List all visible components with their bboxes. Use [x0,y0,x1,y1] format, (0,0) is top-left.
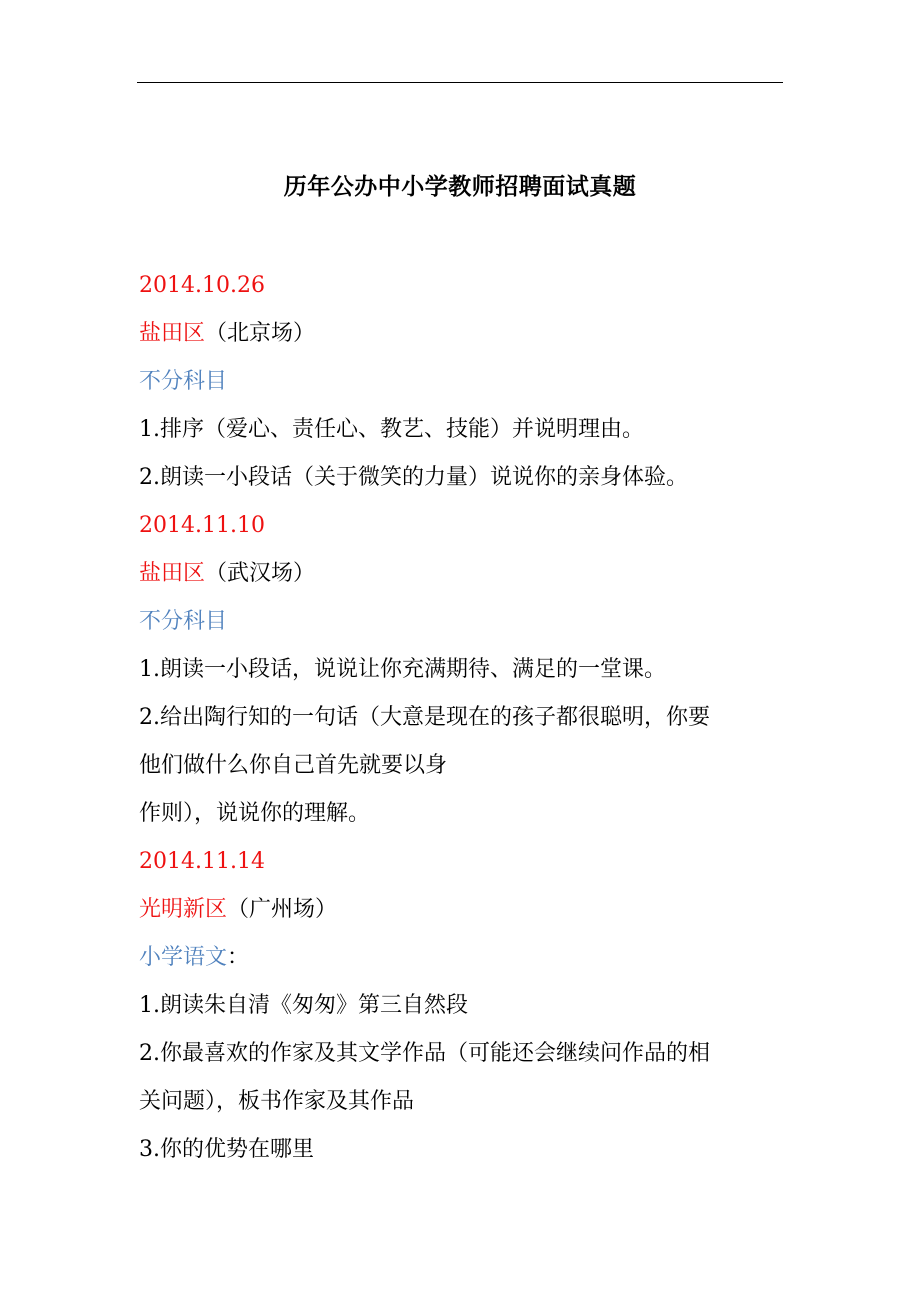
question-line: 2.给出陶行知的一句话（大意是现在的孩子都很聪明，你要 [139,705,710,730]
question-line: 他们做什么你自己首先就要以身 [139,753,448,778]
section-location [139,310,789,358]
question-line: 关问题），板书作家及其作品 [139,1089,415,1114]
question-line: 2.朗读一小段话（关于微笑的力量）说说你的亲身体验。 [139,465,688,490]
section-location [139,886,789,934]
section-location [139,550,789,598]
section-date: 2014.11.10 [139,513,265,538]
section-subject [139,934,789,982]
section-subject [139,358,789,406]
question-line: 1.朗读一小段话，说说让你充满期待、满足的一堂课。 [139,657,666,682]
section-date: 2014.10.26 [139,273,265,298]
venue-name: （北京场） [205,321,316,346]
document-body [139,262,789,1174]
district-name: 盐田区 [139,561,206,586]
question-line: 作则），说说你的理解。 [139,801,371,826]
section-subject [139,598,789,646]
question-line: 3.你的优势在哪里 [139,1137,314,1162]
section-date: 2014.11.14 [139,849,265,874]
page-title: 历年公办中小学教师招聘面试真题 [283,173,637,200]
subject-suffix: ： [227,945,250,970]
header-rule [137,82,783,83]
district-name: 盐田区 [139,321,206,346]
venue-name: （武汉场） [205,561,316,586]
subject-name: 不分科目 [139,609,228,634]
subject-name: 小学语文 [139,945,228,970]
question-line: 1.朗读朱自清《匆匆》第三自然段 [139,993,468,1018]
district-name: 光明新区 [139,897,228,922]
question-line: 2.你最喜欢的作家及其文学作品（可能还会继续问作品的相 [139,1041,710,1066]
subject-name: 不分科目 [139,369,228,394]
venue-name: （广州场） [227,897,338,922]
question-line: 1.排序（爱心、责任心、教艺、技能）并说明理由。 [139,417,644,442]
